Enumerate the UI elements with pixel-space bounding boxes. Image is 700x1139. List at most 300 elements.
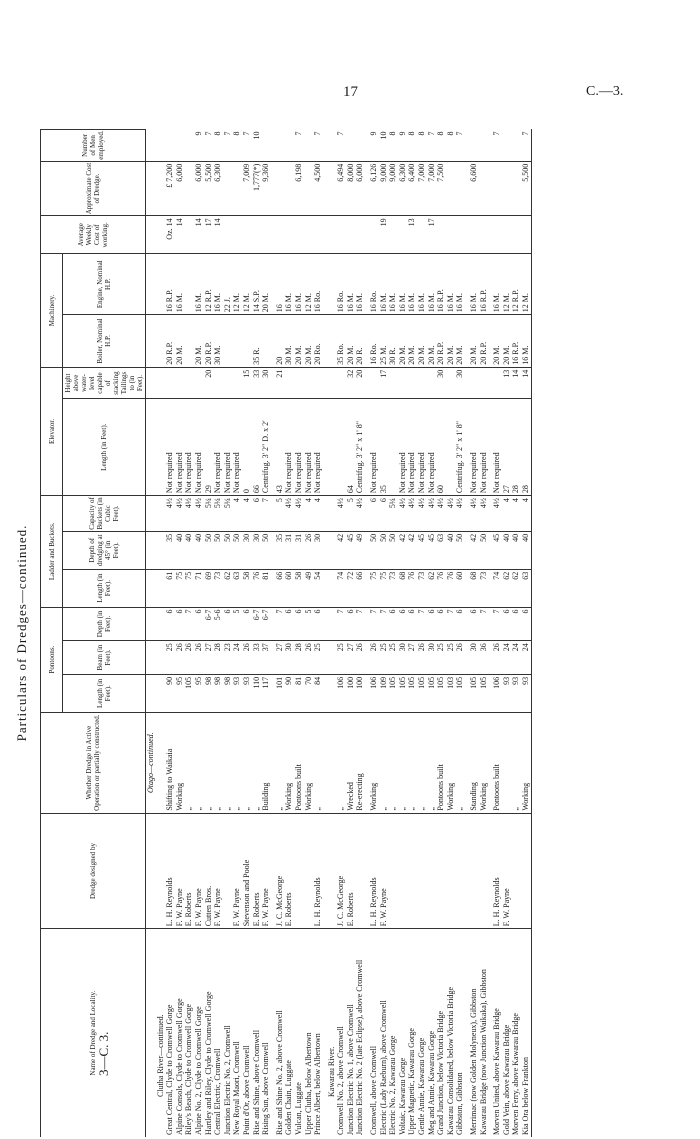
district-row xyxy=(146,130,156,1138)
section-heading: Kawarau River. xyxy=(326,1046,336,1097)
table-cell xyxy=(232,367,242,399)
table-cell: 7 xyxy=(275,607,285,641)
table-cell: 7 xyxy=(336,130,346,162)
table-cell: 6 xyxy=(379,496,389,532)
table-cell xyxy=(436,813,446,929)
table-cell: 25 xyxy=(446,641,456,675)
table-cell: 20 xyxy=(204,367,214,399)
table-cell: 50 xyxy=(455,531,465,569)
table-cell: Shifting to Waikaia xyxy=(165,712,175,813)
table-cell xyxy=(304,367,314,399)
table-cell: 6 xyxy=(252,496,262,532)
table-cell: 16 M. xyxy=(455,254,465,315)
table-cell: „ xyxy=(204,712,214,813)
table-cell: J. C. McGeorge xyxy=(275,813,285,929)
table-cell: 95 xyxy=(175,674,185,712)
table-cell: 26 xyxy=(369,641,379,675)
table-cell: 7 xyxy=(336,607,346,641)
table-cell: Upper Magnetic, Kawarau Gorge xyxy=(407,1028,417,1135)
table-cell: Upper Clutha, below Albertown xyxy=(303,1032,313,1135)
table-cell xyxy=(184,315,194,368)
table-cell xyxy=(511,130,521,162)
table-cell: 42 xyxy=(407,531,417,569)
table-cell: 7 xyxy=(355,607,365,641)
table-cell: 110 xyxy=(252,674,262,712)
table-cell: 20 M. xyxy=(194,315,204,368)
table-cell: 6,126 xyxy=(369,161,379,216)
table-cell: „ xyxy=(184,712,194,813)
table-cell: 12 R.P. xyxy=(204,254,214,315)
table-cell: 4½ xyxy=(398,496,408,532)
table-cell xyxy=(194,367,204,399)
table-cell: 20 M. xyxy=(417,315,427,368)
table-cell: 20 M. xyxy=(294,315,304,368)
table-row xyxy=(436,130,446,1138)
table-cell: 4 xyxy=(304,496,314,532)
table-cell: „ xyxy=(407,712,417,813)
table-cell: 29 xyxy=(204,399,214,496)
table-cell: Not required xyxy=(479,399,489,496)
table-row xyxy=(417,130,427,1138)
table-cell: 105 xyxy=(407,674,417,712)
table-cell: 6,000 xyxy=(175,161,185,216)
table-cell: 40 xyxy=(175,531,185,569)
table-cell: 16 M. xyxy=(388,254,398,315)
table-cell xyxy=(223,216,233,254)
table-cell: Working xyxy=(284,712,294,813)
table-body xyxy=(146,130,532,1138)
table-row xyxy=(502,130,512,1138)
table-cell xyxy=(511,813,521,929)
table-cell: 20 R.P. xyxy=(479,315,489,368)
table-cell: 25 xyxy=(165,641,175,675)
table-cell: L. H. Reynolds xyxy=(492,813,502,929)
table-cell: Working xyxy=(369,712,379,813)
table-cell: 30 xyxy=(284,641,294,675)
table-cell: 50 xyxy=(261,531,271,569)
table-cell xyxy=(492,161,502,216)
table-cell: 6-7 xyxy=(204,607,214,641)
table-cell xyxy=(455,161,465,216)
table-cell xyxy=(184,130,194,162)
table-cell xyxy=(261,315,271,368)
table-cell: 6,000 xyxy=(355,161,365,216)
table-cell: 6 xyxy=(398,607,408,641)
table-cell: 25 xyxy=(313,641,323,675)
table-cell: 9 xyxy=(194,130,204,162)
table-cell: 7 xyxy=(223,130,233,162)
header-name: Name of Dredge and Locality. xyxy=(41,929,146,1137)
table-cell xyxy=(213,367,223,399)
table-cell xyxy=(313,367,323,399)
table-cell: 4½ xyxy=(294,496,304,532)
table-cell: 105 xyxy=(388,674,398,712)
table-cell: Not required xyxy=(469,399,479,496)
table-cell: 20 R. xyxy=(355,315,365,368)
table-cell: 7 xyxy=(492,130,502,162)
table-cell: 5 xyxy=(304,607,314,641)
table-cell: 84 xyxy=(313,674,323,712)
table-cell xyxy=(521,216,531,254)
table-cell: 66 xyxy=(355,569,365,607)
table-cell: 4½ xyxy=(469,496,479,532)
table-cell xyxy=(407,367,417,399)
table-cell xyxy=(304,813,314,929)
table-cell: 7 xyxy=(369,607,379,641)
table-cell: 40 xyxy=(184,531,194,569)
table-cell: 7 xyxy=(492,607,502,641)
table-row xyxy=(336,130,346,1138)
table-cell: 6 xyxy=(436,607,446,641)
table-cell: 28 xyxy=(294,641,304,675)
table-cell: 16 M. xyxy=(492,254,502,315)
bottom-reference: 3—C. 3. xyxy=(96,1031,111,1076)
table-cell: 8 xyxy=(213,130,223,162)
table-cell xyxy=(223,161,233,216)
table-cell xyxy=(479,161,489,216)
table-cell: 36 xyxy=(479,641,489,675)
table-cell: 4½ xyxy=(194,496,204,532)
table-cell: 16 Ro. xyxy=(313,254,323,315)
table-cell: 35 xyxy=(379,399,389,496)
table-cell xyxy=(469,216,479,254)
table-cell: Electric No. 2, Kawarau Gorge xyxy=(388,1035,398,1135)
table-cell: 45 xyxy=(492,531,502,569)
table-cell: „ xyxy=(194,712,204,813)
table-cell: Stevenson and Poole xyxy=(242,813,252,929)
table-cell: 35 xyxy=(275,531,285,569)
table-cell: Junction Electric No. 2 (late Eclipse), above Cromwell xyxy=(355,959,365,1135)
table-cell xyxy=(304,130,314,162)
header-men: Number of Men employed. xyxy=(41,130,146,162)
table-cell xyxy=(446,813,456,929)
table-cell: 49 xyxy=(355,531,365,569)
table-cell: E. Roberts xyxy=(346,813,356,929)
table-cell xyxy=(355,130,365,162)
table-cell xyxy=(469,367,479,399)
table-cell: Cromwell No. 2, above Cromwell xyxy=(336,1026,346,1135)
table-cell xyxy=(175,130,185,162)
table-cell: 50 xyxy=(379,531,389,569)
table-cell: 63 xyxy=(232,569,242,607)
table-cell: 7 xyxy=(455,130,465,162)
table-cell: 7 xyxy=(204,130,214,162)
table-cell: 64 xyxy=(346,399,356,496)
table-cell: „ xyxy=(417,712,427,813)
table-cell: 16 M. xyxy=(469,254,479,315)
table-cell: 6-7 xyxy=(252,607,262,641)
table-cell: 27 xyxy=(204,641,214,675)
table-cell: 8,000 xyxy=(346,161,356,216)
table-cell: 6 xyxy=(194,607,204,641)
table-cell xyxy=(232,161,242,216)
table-cell: J. C. McGeorge xyxy=(336,813,346,929)
table-cell: 35 R. xyxy=(252,315,262,368)
table-cell: 9,000 xyxy=(379,161,389,216)
table-cell: 14 xyxy=(511,367,521,399)
table-cell: 4½ xyxy=(479,496,489,532)
table-row xyxy=(204,130,214,1138)
table-cell xyxy=(346,130,356,162)
table-cell: 26 xyxy=(194,641,204,675)
table-row xyxy=(242,130,252,1138)
table-cell: 14 S.P. xyxy=(252,254,262,315)
table-cell xyxy=(284,367,294,399)
table-cell: 7,000 xyxy=(417,161,427,216)
table-cell: 4½ xyxy=(407,496,417,532)
table-cell: 40 xyxy=(511,531,521,569)
table-cell: 16 M. xyxy=(355,254,365,315)
table-cell: Not required xyxy=(313,399,323,496)
table-cell xyxy=(479,216,489,254)
table-cell: 6 xyxy=(346,607,356,641)
table-cell: 6 xyxy=(502,607,512,641)
table-cell: 12 M. xyxy=(502,254,512,315)
table-row xyxy=(369,130,379,1138)
table-cell: 100 xyxy=(346,674,356,712)
table-cell: 75 xyxy=(184,569,194,607)
table-cell: Centrifug. 3' 2" D. x 2' xyxy=(261,399,271,496)
table-cell: 30 xyxy=(427,641,437,675)
table-cell: 4 xyxy=(511,496,521,532)
table-cell xyxy=(304,216,314,254)
table-cell: 10 xyxy=(252,130,262,162)
header-machinery: Machinery. xyxy=(41,254,63,368)
table-cell xyxy=(446,367,456,399)
header-bucket-capacity: Capacity of Buckets (in Cubic Feet). xyxy=(63,496,146,532)
table-cell: 19 xyxy=(379,216,389,254)
table-cell: Morven United, above Kawarau Bridge xyxy=(492,1008,502,1135)
table-cell: 93 xyxy=(242,674,252,712)
table-cell: Oz. 14 xyxy=(165,216,175,254)
header-dredging-depth: Depth of dredging at 45° (in Feet). xyxy=(63,531,146,569)
table-cell: 24 xyxy=(511,641,521,675)
table-row xyxy=(252,130,262,1138)
table-cell: 50 xyxy=(223,531,233,569)
table-cell: 16 xyxy=(275,254,285,315)
table-cell: F. W. Payne xyxy=(175,813,185,929)
table-cell xyxy=(388,367,398,399)
table-cell: „ xyxy=(398,712,408,813)
table-cell: 50 xyxy=(232,531,242,569)
table-cell: 58 xyxy=(242,569,252,607)
table-cell xyxy=(388,216,398,254)
table-cell xyxy=(184,161,194,216)
table-cell: 17 xyxy=(379,367,389,399)
table-cell: 76 xyxy=(446,569,456,607)
table-cell: 66 xyxy=(275,569,285,607)
table-row xyxy=(175,130,185,1138)
table-cell: 6,300 xyxy=(398,161,408,216)
header-elevator-height: Height above water-level capable of stacking Tailings to (in Feet). xyxy=(63,367,146,399)
table-cell xyxy=(261,130,271,162)
table-cell: 6,198 xyxy=(294,161,304,216)
table-cell: Grand Junction, below Victoria Bridge xyxy=(436,1010,446,1135)
table-cell: 68 xyxy=(469,569,479,607)
table-cell: Not required xyxy=(407,399,417,496)
table-cell: 12 M. xyxy=(242,254,252,315)
table-cell: 20 M. xyxy=(175,315,185,368)
table-cell: Not required xyxy=(213,399,223,496)
table-cell: 26 xyxy=(242,641,252,675)
table-cell: Not required xyxy=(223,399,233,496)
table-cell: Riley's Beach, Clyde to Cromwell Gorge xyxy=(184,1003,194,1135)
table-cell: Vulcan, Luggate xyxy=(293,1082,303,1135)
table-cell: 70 xyxy=(304,674,314,712)
table-cell: 42 xyxy=(469,531,479,569)
table-cell: Kawarau Consolidated, below Victoria Bridge xyxy=(445,987,455,1135)
table-cell: 4½ xyxy=(165,496,175,532)
table-cell: 10 xyxy=(379,130,389,162)
table-cell: 98 xyxy=(223,674,233,712)
table-cell: 73 xyxy=(417,569,427,607)
table-cell: 8 xyxy=(232,130,242,162)
table-cell: 75 xyxy=(369,569,379,607)
table-cell: Cromwell, above Cromwell xyxy=(369,1045,379,1135)
table-row xyxy=(165,130,175,1138)
table-cell: 6 xyxy=(165,607,175,641)
table-cell: 62 xyxy=(511,569,521,607)
table-cell: 61 xyxy=(165,569,175,607)
table-row xyxy=(261,130,271,1138)
table-cell: 16 M. xyxy=(417,254,427,315)
table-cell: Working xyxy=(304,712,314,813)
table-cell: 7 xyxy=(479,607,489,641)
table-cell: 105 xyxy=(417,674,427,712)
table-cell: Not required xyxy=(284,399,294,496)
table-cell: 105 xyxy=(398,674,408,712)
table-cell: 5¼ xyxy=(223,496,233,532)
table-cell: 25 M. xyxy=(379,315,389,368)
table-cell: 4½ xyxy=(455,496,465,532)
table-cell xyxy=(275,161,285,216)
table-cell: 45 xyxy=(417,531,427,569)
table-cell: Re-erecting xyxy=(355,712,365,813)
table-cell: „ xyxy=(252,712,262,813)
table-cell xyxy=(502,130,512,162)
table-cell xyxy=(252,216,262,254)
table-cell: 68 xyxy=(398,569,408,607)
table-cell: 93 xyxy=(521,674,531,712)
table-cell: 58 xyxy=(294,569,304,607)
table-cell: 5 xyxy=(346,496,356,532)
table-cell: 20 M. xyxy=(261,254,271,315)
table-cell: 40 xyxy=(194,531,204,569)
table-row xyxy=(355,130,365,1138)
table-cell: 7 xyxy=(427,130,437,162)
table-cell: 6 xyxy=(407,607,417,641)
table-cell: Working xyxy=(446,712,456,813)
table-cell xyxy=(398,216,408,254)
table-cell: 21 xyxy=(275,367,285,399)
table-cell: 105 xyxy=(427,674,437,712)
table-cell: Working xyxy=(479,712,489,813)
table-cell: 25 xyxy=(379,641,389,675)
table-cell: 20 M. xyxy=(492,315,502,368)
table-cell: „ xyxy=(427,712,437,813)
table-cell: 6,300 xyxy=(213,161,223,216)
header-pontoon-depth: Depth (in Feet). xyxy=(63,607,146,641)
table-cell: 103 xyxy=(446,674,456,712)
table-cell: 76 xyxy=(436,569,446,607)
table-cell: 40 xyxy=(502,531,512,569)
table-cell: F. W. Payne xyxy=(261,813,271,929)
table-cell: Rising Sun, above Cromwell xyxy=(261,1042,271,1135)
table-cell: Not required xyxy=(232,399,242,496)
table-cell xyxy=(175,367,185,399)
table-cell: 105 xyxy=(184,674,194,712)
table-cell: 16 Ro. xyxy=(369,315,379,368)
table-cell: F. W. Payne xyxy=(379,813,389,929)
table-cell: New Royal Maori, Cromwell xyxy=(232,1041,242,1135)
table-cell: Pontoons built xyxy=(436,712,446,813)
table-cell xyxy=(407,813,417,929)
table-cell: £ 7,200 xyxy=(165,161,175,216)
table-cell: 30 M. xyxy=(213,315,223,368)
table-cell: 5 xyxy=(232,607,242,641)
table-cell: 105 xyxy=(455,674,465,712)
table-row xyxy=(184,130,194,1138)
table-cell: Building xyxy=(261,712,271,813)
table-cell: 16 Ro. xyxy=(369,254,379,315)
table-cell: 6 xyxy=(469,607,479,641)
table-cell: 20 xyxy=(355,367,365,399)
table-cell: 32 xyxy=(346,367,356,399)
table-cell: 7 xyxy=(294,130,304,162)
table-cell: 6 xyxy=(455,607,465,641)
table-cell: 4½ xyxy=(175,496,185,532)
table-cell: 16 R.P. xyxy=(436,254,446,315)
table-cell: 95 xyxy=(194,674,204,712)
table-cell: 33 xyxy=(252,641,262,675)
table-cell xyxy=(232,216,242,254)
table-cell: Gentle Annie, Kawarau Gorge xyxy=(417,1037,427,1135)
header-ladder: Ladder and Buckets. xyxy=(41,496,63,607)
table-cell: 50 xyxy=(479,531,489,569)
table-cell: E. Roberts xyxy=(184,813,194,929)
table-cell: 71 xyxy=(194,569,204,607)
table-cell: Electric (Lady Raeburn), above Cromwell xyxy=(378,1000,388,1135)
table-cell: 40 xyxy=(521,531,531,569)
table-cell: 14 xyxy=(194,216,204,254)
table-cell: 6 xyxy=(313,607,323,641)
table-cell: Pontoons built xyxy=(294,712,304,813)
table-cell: 20 M. xyxy=(427,315,437,368)
table-cell xyxy=(184,216,194,254)
table-cell xyxy=(446,161,456,216)
table-cell xyxy=(455,813,465,929)
table-cell: 100 xyxy=(355,674,365,712)
table-cell xyxy=(388,813,398,929)
table-cell: 16 R.P. xyxy=(511,315,521,368)
table-title: Particulars of Dredges—continued. xyxy=(14,524,29,742)
table-cell: 26 xyxy=(304,641,314,675)
table-cell: 5,500 xyxy=(521,161,531,216)
table-cell: 106 xyxy=(369,674,379,712)
table-cell: 6-7 xyxy=(261,607,271,641)
table-cell: 16 M. xyxy=(521,315,531,368)
table-cell: 17 xyxy=(204,216,214,254)
rotated-table-sheet xyxy=(14,129,530,1137)
section-heading-row xyxy=(327,130,337,1138)
table-cell xyxy=(417,367,427,399)
table-cell: 27 xyxy=(407,641,417,675)
table-cell: 20 M. xyxy=(304,315,314,368)
table-cell: L. H. Reynolds xyxy=(369,813,379,929)
header-pontoon-beam: Beam (in Feet). xyxy=(63,641,146,675)
table-cell: 16 M. xyxy=(446,254,456,315)
district-heading: Otago—continued. xyxy=(146,712,156,813)
